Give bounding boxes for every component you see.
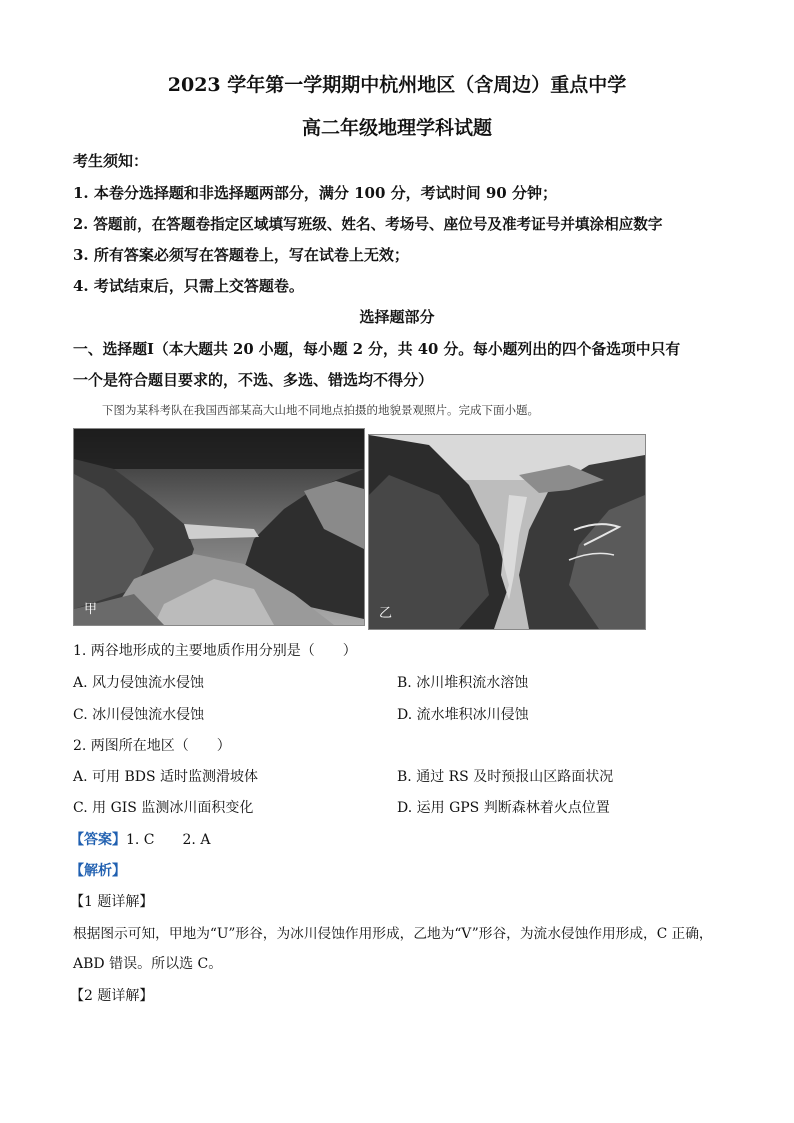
question-1-stem: 1. 两谷地形成的主要地质作用分别是（ ）: [73, 643, 357, 659]
section-heading-line2: 一个是符合题目要求的，不选、多选、错选均不得分）: [73, 371, 434, 389]
photo-u-valley: [73, 428, 365, 626]
question-2-option-c: C. 用 GIS 监测冰川面积变化: [73, 800, 254, 816]
photo-v-valley: [368, 434, 646, 630]
notice-heading: 考生须知：: [73, 152, 149, 170]
notice-item-4: 4. 考试结束后，只需上交答题卷。: [73, 277, 304, 295]
question-1-option-a: A. 风力侵蚀流水侵蚀: [73, 675, 205, 691]
question-intro: 下图为某科考队在我国西部某高大山地不同地点拍摄的地貌景观照片。完成下面小题。: [102, 403, 539, 417]
question-2-option-b: B. 通过 RS 及时预报山区路面状况: [397, 769, 614, 785]
question-1-option-c: C. 冰川侵蚀流水侵蚀: [73, 707, 205, 723]
answer-label: 【答案】: [70, 832, 126, 848]
notice-item-3: 3. 所有答案必须写在答题卷上，写在试卷上无效；: [73, 246, 409, 264]
answer-row: [70, 829, 210, 849]
question-1-option-b: B. 冰川堆积流水溶蚀: [397, 675, 529, 691]
q1-detail-line2: ABD 错误。所以选 C。: [73, 956, 223, 972]
section-heading-line1: 一、选择题Ⅰ（本大题共 20 小题，每小题 2 分，共 40 分。每小题列出的四个备选项中只有: [73, 341, 681, 358]
photo-v-valley-label: 乙: [379, 606, 393, 621]
page-title-line1: 2023 学年第一学期期中杭州地区（含周边）重点中学: [167, 74, 627, 96]
part-title: 选择题部分: [359, 308, 435, 326]
photo-u-valley-label: 甲: [84, 602, 98, 617]
question-2-option-d: D. 运用 GPS 判断森林着火点位置: [397, 800, 610, 816]
notice-item-2: 2. 答题前，在答题卷指定区域填写班级、姓名、考场号、座位号及准考证号并填涂相应数字: [73, 216, 663, 233]
question-2-option-a: A. 可用 BDS 适时监测滑坡体: [73, 769, 259, 785]
question-1-option-d: D. 流水堆积冰川侵蚀: [397, 707, 529, 723]
question-2-stem: 2. 两图所在地区（ ）: [73, 738, 231, 754]
page-title-line2: 高二年级地理学科试题: [301, 117, 492, 139]
answer-value: 1. C 2. A: [126, 832, 211, 848]
photo-v-valley-image: [369, 435, 645, 629]
q1-detail-line1: 根据图示可知，甲地为“U”形谷，为冰川侵蚀作用形成，乙地为“V”形谷，为流水侵蚀作用形成，C 正确，: [73, 926, 713, 942]
notice-item-1: 1. 本卷分选择题和非选择题两部分，满分 100 分，考试时间 90 分钟；: [73, 184, 557, 202]
q2-detail-label: 【2 题详解】: [70, 988, 154, 1004]
q1-detail-label: 【1 题详解】: [70, 894, 154, 910]
analysis-label: 【解析】: [70, 863, 126, 879]
photo-u-valley-image: [74, 429, 364, 625]
